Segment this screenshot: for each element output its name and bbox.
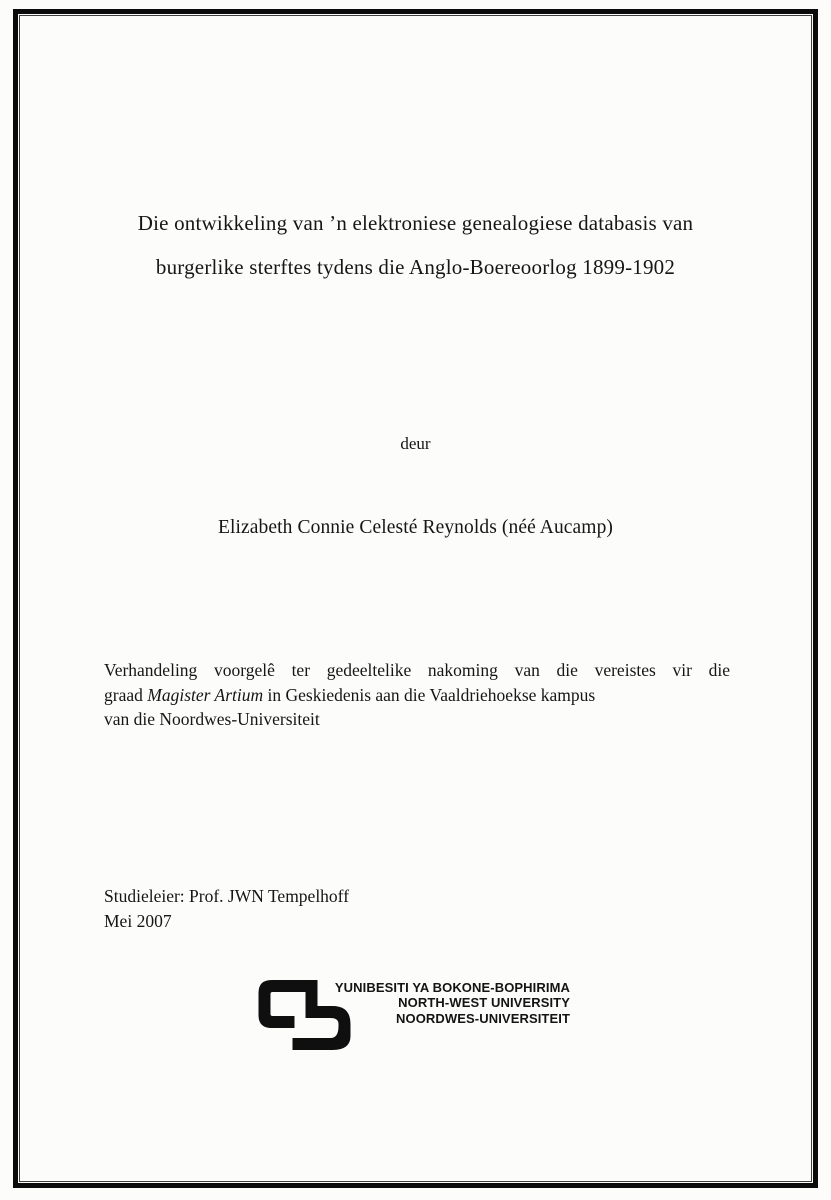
supervisor-line: Studieleier: Prof. JWN Tempelhoff [104, 886, 350, 906]
author-name: Elizabeth Connie Celesté Reynolds (néé Aucamp) [217, 517, 614, 538]
degree-name-italic: Magister Artium [147, 684, 264, 705]
logo-text-line3: NOORDWES-UNIVERSITEIT [396, 1010, 570, 1026]
date-line: Mei 2007 [104, 910, 172, 931]
thesis-title [40, 201, 791, 289]
byline-label: deur [400, 434, 431, 453]
credits-block [104, 884, 349, 933]
university-logo-text [280, 980, 570, 1026]
logo-text-line2: NORTH-WEST UNIVERSITY [398, 995, 570, 1011]
degree-statement [104, 658, 730, 732]
degree-statement-line1: Verhandeling voorgelê ter gedeeltelike nakoming van die vereistes vir die [104, 660, 730, 680]
degree-statement-line2-suffix: in Geskiedenis aan die Vaaldriehoekse kampus [263, 684, 596, 705]
thesis-title-line1: Die ontwikkeling van ’n elektroniese genealogiese databasis van [137, 211, 694, 235]
degree-statement-line2-prefix: graad [104, 684, 148, 705]
thesis-title-line2: burgerlike sterftes tydens die Anglo-Boereoorlog 1899-1902 [155, 255, 676, 279]
logo-text-line1: YUNIBESITI YA BOKONE-BOPHIRIMA [334, 980, 570, 995]
degree-statement-line2 [104, 683, 730, 708]
degree-statement-line3: van die Noordwes-Universiteit [104, 709, 320, 729]
